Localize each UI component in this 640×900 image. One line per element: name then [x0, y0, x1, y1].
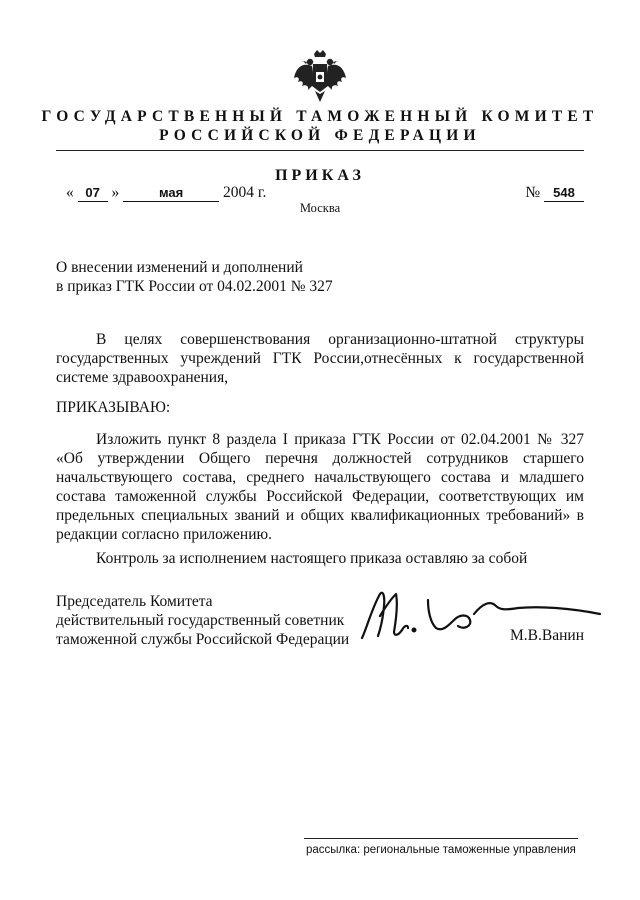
order-word: ПРИКАЗЫВАЮ:	[56, 399, 171, 416]
distribution-list: рассылка: региональные таможенные управления	[306, 844, 576, 856]
control-paragraph: Контроль за исполнением настоящего приказа оставляю за собой	[96, 550, 528, 567]
order-clause-paragraph: Изложить пункт 8 раздела I приказа ГТК России от 02.04.2001 № 327 «Об утверждении Общего перечня должностей сотрудников старшего начальствующего состава, среднего начальствующего состава и младшего состава таможенной службы Российской Федерации, соответствующих им предельных специальных званий и общих квалификационных требований» в редакции согласно приложению.	[56, 431, 584, 543]
signatory-line2: действительный государственный советник	[56, 612, 345, 629]
order-number-value: 548	[544, 185, 584, 202]
footer-divider	[304, 838, 578, 839]
header-divider	[56, 150, 584, 151]
coat-of-arms-icon	[292, 48, 348, 104]
organization-name-line1: ГОСУДАРСТВЕННЫЙ ТАМОЖЕННЫЙ КОМИТЕТ	[41, 108, 599, 125]
date-year: 2004 г.	[223, 184, 267, 201]
subject-line1: О внесении изменений и дополнений	[56, 259, 303, 276]
order-subject	[56, 258, 333, 296]
order-date	[66, 184, 266, 202]
order-city: Москва	[299, 201, 341, 215]
signatory-line1: Председатель Комитета	[56, 593, 213, 610]
signatory-name: М.В.Ванин	[510, 627, 584, 644]
order-number	[525, 184, 584, 202]
document-title: ПРИКАЗ	[275, 167, 365, 184]
date-open-quote: «	[66, 184, 74, 201]
subject-line2: в приказ ГТК России от 04.02.2001 № 327	[56, 278, 333, 295]
signatory-title	[56, 592, 349, 649]
date-close-quote: »	[111, 184, 120, 201]
organization-name-line2: РОССИЙСКОЙ ФЕДЕРАЦИИ	[159, 127, 481, 144]
preamble-paragraph: В целях совершенствования организационно-штатной структуры государственных учреждений ГТК России,отнесённых к государственной системе здравоохранения,	[56, 331, 584, 386]
signatory-line3: таможенной службы Российской Федерации	[56, 631, 350, 648]
order-number-label: №	[525, 184, 541, 201]
date-month: мая	[123, 185, 219, 202]
date-day: 07	[78, 185, 108, 202]
